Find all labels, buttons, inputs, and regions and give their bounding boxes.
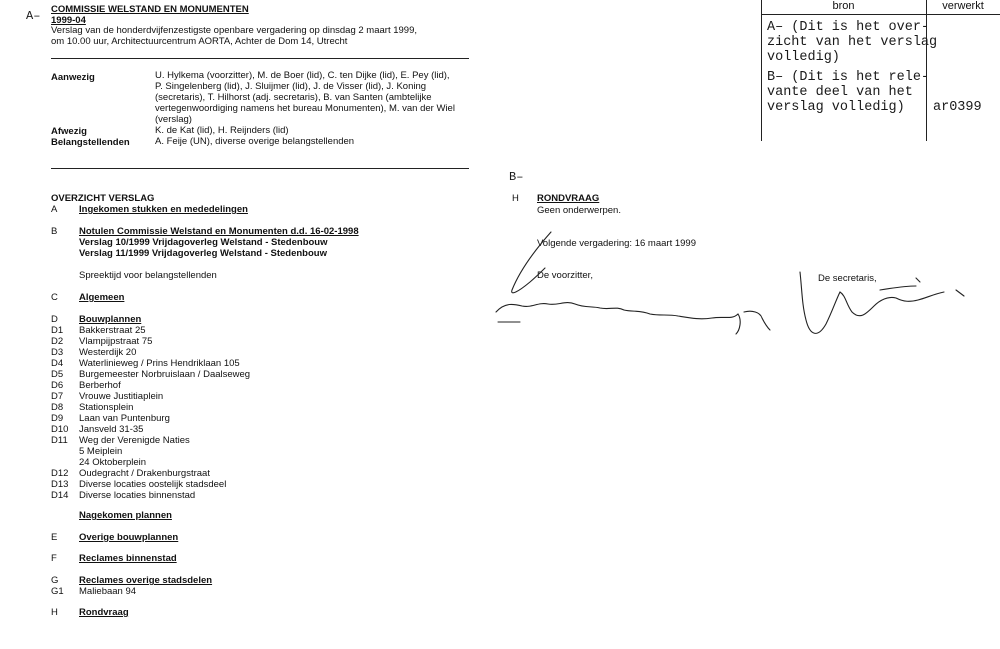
overview-title: OVERZICHT VERSLAG <box>51 193 155 204</box>
agenda-code: D5 <box>51 369 64 380</box>
agenda-code: E <box>51 532 58 543</box>
agenda-label: Ingekomen stukken en mededelingen <box>79 204 248 215</box>
org-title: COMMISSIE WELSTAND EN MONUMENTEN <box>51 4 249 15</box>
agenda-code: D8 <box>51 402 64 413</box>
agenda-label: Waterlinieweg / Prins Hendriklaan 105 <box>79 358 240 369</box>
present-line: (verslag) <box>155 114 192 125</box>
late-plans-label: Nagekomen plannen <box>79 510 172 521</box>
secretary-signature-mark <box>916 278 920 282</box>
agenda-label: Berberhof <box>79 380 121 391</box>
agenda-label: Burgemeester Norbruislaan / Daalseweg <box>79 369 251 380</box>
agenda-label: 5 Meiplein <box>79 446 123 457</box>
margin-mark-a: A– <box>26 9 41 23</box>
agenda-code: F <box>51 553 57 564</box>
agenda-code: D1 <box>51 325 64 336</box>
chair-signature-underline <box>496 303 740 334</box>
chair-label: De voorzitter, <box>537 270 593 281</box>
archive-note-a-line: A– (Dit is het over- <box>767 20 930 35</box>
agenda-code: D2 <box>51 336 64 347</box>
agenda-label: Reclames overige stadsdelen <box>79 575 213 586</box>
agenda-code: D6 <box>51 380 64 391</box>
agenda-label: 24 Oktoberplein <box>79 457 147 468</box>
chair-signature-tail <box>744 311 770 330</box>
present-line: U. Hylkema (voorzitter), M. de Boer (lid), C. ten Dijke (lid), E. Pey (lid), <box>155 70 450 81</box>
agenda-label: Bakkerstraat 25 <box>79 325 146 336</box>
archive-note-b-line: B– (Dit is het rele- <box>767 70 930 85</box>
agenda-label: Bouwplannen <box>79 314 142 325</box>
section-h-code: H <box>512 193 519 204</box>
section-h-title: RONDVRAAG <box>537 193 600 204</box>
agenda-label: Vrouwe Justitiaplein <box>79 391 164 402</box>
agenda-label: Oudegracht / Drakenburgstraat <box>79 468 210 479</box>
agenda-code: G1 <box>51 586 64 597</box>
next-meeting: Volgende vergadering: 16 maart 1999 <box>537 238 696 249</box>
agenda-label: Maliebaan 94 <box>79 586 137 597</box>
agenda-code: A <box>51 204 58 215</box>
report-intro-line-2: om 10.00 uur, Architectuurcentrum AORTA, Achter de Dom 14, Utrecht <box>51 36 348 47</box>
secretary-signature-bar <box>880 286 916 290</box>
chair-signature <box>512 232 551 293</box>
archive-note-a-line: volledig) <box>767 50 840 65</box>
stakeholders-value: A. Feije (UN), diverse overige belangstellenden <box>155 136 355 147</box>
present-line: vertegenwoordiging namens het bureau Monumenten), M. van der Wiel <box>155 103 455 114</box>
absent-label: Afwezig <box>51 126 87 137</box>
agenda-label: Rondvraag <box>79 607 129 618</box>
agenda-label: Overige bouwplannen <box>79 532 179 543</box>
archive-col-source: bron <box>832 0 855 12</box>
agenda-code: G <box>51 575 59 586</box>
archive-col-processed: verwerkt <box>942 0 984 12</box>
agenda-code: D4 <box>51 358 64 369</box>
agenda-code: D <box>51 314 58 325</box>
agenda-code: D9 <box>51 413 64 424</box>
secretary-signature <box>800 272 944 333</box>
agenda-label: Jansveld 31-35 <box>79 424 144 435</box>
agenda-code: B <box>51 226 58 237</box>
agenda-b-report-11: Verslag 11/1999 Vrijdagoverleg Welstand - Stedenbouw <box>79 248 327 259</box>
archive-note-a <box>767 20 937 65</box>
agenda-label: Reclames binnenstad <box>79 553 177 564</box>
agenda-label: Diverse locaties oostelijk stadsdeel <box>79 479 227 490</box>
agenda-b-speaking-time: Spreektijd voor belangstellenden <box>79 270 217 281</box>
present-line: P. Singelenberg (lid), J. Sluijmer (lid), J. de Visser (lid), J. Koning <box>155 81 427 92</box>
agenda-code: D10 <box>51 424 69 435</box>
archive-note-b <box>767 70 929 115</box>
agenda-code: D14 <box>51 490 69 501</box>
archive-box-left-border <box>761 0 762 141</box>
agenda-code: C <box>51 292 58 303</box>
agenda-label: Algemeen <box>79 292 125 303</box>
agenda-code: D13 <box>51 479 69 490</box>
archive-note-b-line: vante deel van het <box>767 85 913 100</box>
secretary-signature-tick <box>956 290 964 296</box>
agenda-label: Weg der Verenigde Naties <box>79 435 190 446</box>
secretary-label: De secretaris, <box>818 273 877 284</box>
agenda-label: Vlampijpstraat 75 <box>79 336 153 347</box>
agenda-code: D11 <box>51 435 68 446</box>
archive-code: ar0399 <box>933 100 982 115</box>
agenda-code: D3 <box>51 347 64 358</box>
agenda-label: Westerdijk 20 <box>79 347 137 358</box>
agenda-code: D12 <box>51 468 69 479</box>
agenda-label: Diverse locaties binnenstad <box>79 490 196 501</box>
margin-mark-b: B– <box>509 170 524 184</box>
absent-value: K. de Kat (lid), H. Reijnders (lid) <box>155 125 289 136</box>
archive-note-b-line: verslag volledig) <box>767 100 905 115</box>
agenda-code: D7 <box>51 391 64 402</box>
archive-note-a-line: zicht van het verslag <box>767 35 938 50</box>
report-number: 1999-04 <box>51 15 86 26</box>
stakeholders-label: Belangstellenden <box>51 137 130 148</box>
present-line: (secretaris), T. Hilhorst (adj. secretaris), B. van Santen (ambtelijke <box>155 92 432 103</box>
agenda-label: Stationsplein <box>79 402 134 413</box>
present-label: Aanwezig <box>51 72 95 83</box>
report-intro-line-1: Verslag van de honderdvijfenzestigste openbare vergadering op dinsdag 2 maart 1999, <box>51 25 418 36</box>
agenda-label: Notulen Commissie Welstand en Monumenten d.d. 16-02-1998 <box>79 226 359 237</box>
agenda-code: H <box>51 607 58 618</box>
section-h-text: Geen onderwerpen. <box>537 205 621 216</box>
agenda-b-report-10: Verslag 10/1999 Vrijdagoverleg Welstand - Stedenbouw <box>79 237 328 248</box>
agenda-label: Laan van Puntenburg <box>79 413 170 424</box>
archive-box-header-line <box>761 14 1000 15</box>
